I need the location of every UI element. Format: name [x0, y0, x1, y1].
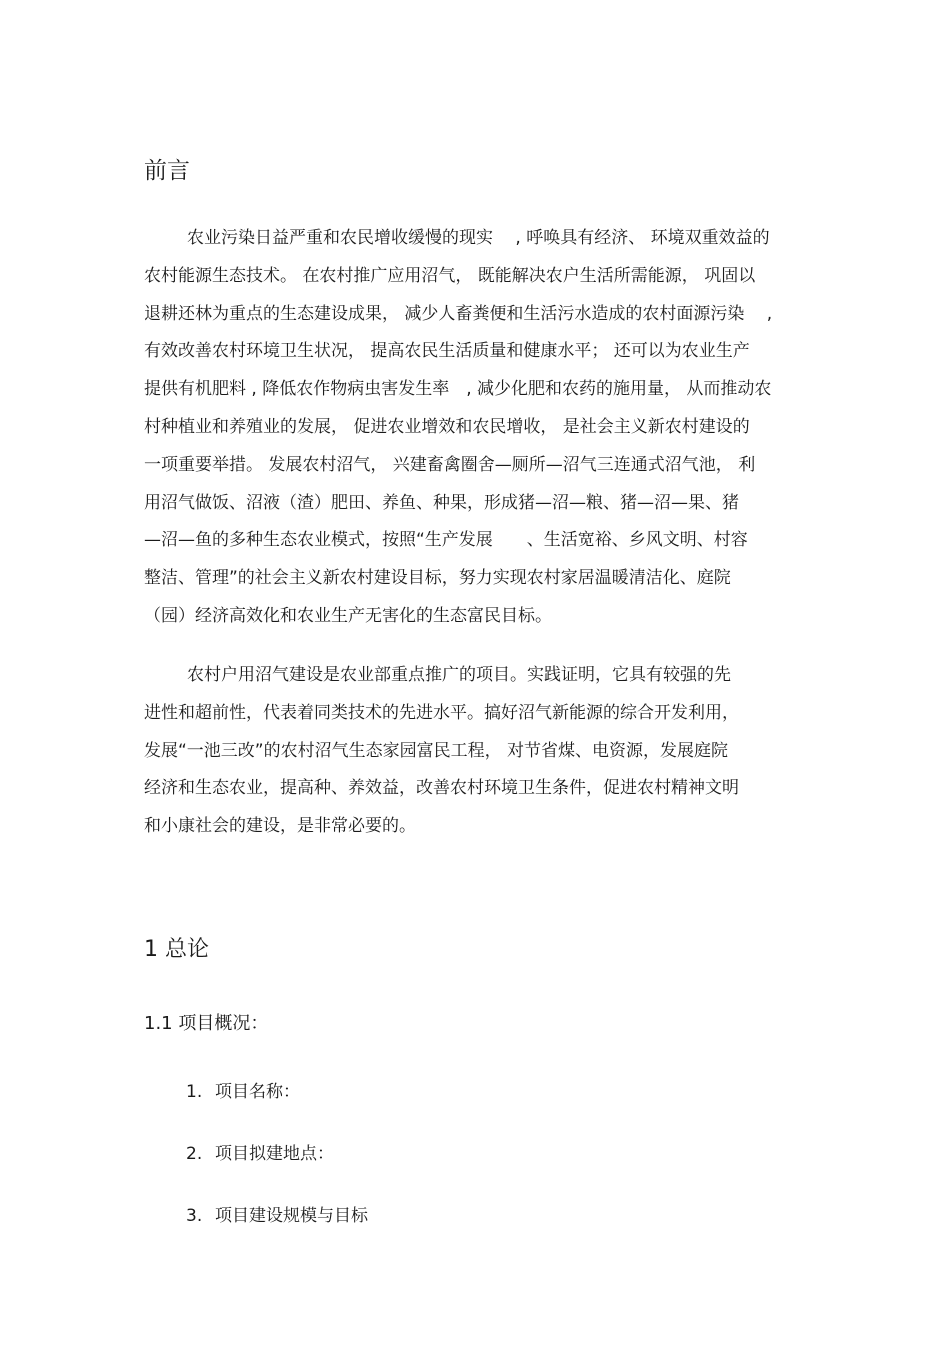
paragraph-line: （园）经济高效化和农业生产无害化的生态富民目标。 [144, 605, 552, 626]
paragraph-line: 发展“一池三改”的农村沼气生态家园富民工程， 对节省煤、电资源，发展庭院 [144, 740, 729, 761]
paragraph-line: 整洁、管理”的社会主义新农村建设目标，努力实现农村家居温暖清洁化、庭院 [144, 568, 731, 589]
paragraph-line: 有效改善农村环境卫生状况， 提高农民生活质量和健康水平； 还可以为农业生产 [144, 341, 750, 362]
list-item [186, 1077, 300, 1102]
preface-paragraph-1 [144, 220, 824, 636]
list-item-label: 项目拟建地点： [215, 1144, 334, 1164]
paragraph-line: 和小康社会的建设，是非常必要的。 [144, 816, 416, 837]
list-item-label: 项目建设规模与目标 [215, 1206, 368, 1226]
paragraph-line: 退耕还林为重点的生态建设成果， 减少人畜粪便和生活污水造成的农村面源污染 , [144, 303, 773, 324]
paragraph-line: 农业污染日益严重和农民增收缓慢的现实 , 呼唤具有经济、 环境双重效益的 [187, 228, 770, 248]
paragraph-line: —沼—鱼的多种生态农业模式，按照“生产发展 、生活宽裕、乡风文明、村容 [144, 530, 748, 551]
paragraph-line: 村种植业和养殖业的发展， 促进农业增效和农民增收， 是社会主义新农村建设的 [144, 416, 750, 437]
list-item [186, 1201, 368, 1226]
list-item-label: 项目名称： [215, 1082, 300, 1102]
section-1-1-title: 1.1 项目概况： [144, 1013, 269, 1034]
preface-paragraph-2 [144, 657, 824, 846]
list-item-number: 1. [186, 1082, 203, 1102]
list-item-number: 2. [186, 1144, 203, 1164]
paragraph-line: 一项重要举措。 发展农村沼气， 兴建畜禽圈舍—厕所—沼气三连通式沼气池， 利 [144, 454, 756, 475]
list-item [186, 1139, 334, 1164]
preface-title: 前言 [144, 158, 190, 184]
paragraph-line: 农村户用沼气建设是农业部重点推广的项目。实践证明，它具有较强的先 [187, 665, 731, 685]
chapter-1-title: 1 总论 [144, 937, 209, 962]
paragraph-line: 提供有机肥料 , 降低农作物病虫害发生率 , 减少化肥和农药的施用量， 从而推动农 [144, 379, 772, 400]
paragraph-line: 进性和超前性，代表着同类技术的先进水平。搞好沼气新能源的综合开发利用， [144, 702, 739, 723]
list-item-number: 3. [186, 1206, 203, 1226]
paragraph-line: 用沼气做饭、沼液（渣）肥田、养鱼、种果，形成猪—沼—粮、猪—沼—果、猪 [144, 492, 739, 513]
paragraph-line: 经济和生态农业，提高种、养效益，改善农村环境卫生条件，促进农村精神文明 [144, 778, 739, 799]
paragraph-line: 农村能源生态技术。 在农村推广应用沼气， 既能解决农户生活所需能源， 巩固以 [144, 265, 756, 286]
